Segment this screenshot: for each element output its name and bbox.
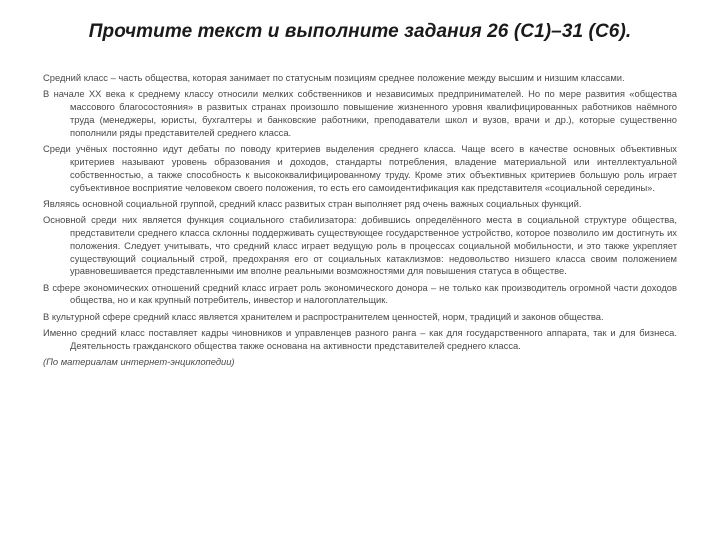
paragraph-stabilizer: Основной среди них является функция социального стабилизатора: добившись определённого места в социальной структуре общества, представители среднего класса склонны поддерживать существующее государственное устройство, которое позволило им достигнуть их положения. Следует учитывать, что средний класс играет ведущую роль в процессах социальной мобильности, и это также укрепляет существующий социальный строй, предохраняя его от социальных катаклизмов: недовольство низшего класса своим положением уравновешивается представленными им вполне реальными возможностями для повышения статуса в обществе.: [43, 213, 677, 277]
paragraph-history: В начале XX века к среднему классу относили мелких собственников и независимых предпринимателей. Но по мере развития «общества массового благосостояния» в развитых странах произошло повышение жизненного уровня квалифицированных работников наёмного труда (менеджеры, юристы, бухгалтеры и банковские работники, преподаватели школ и вузов, врачи и др.), которые существенно пополнили ряды представителей среднего класса.: [43, 88, 677, 138]
paragraph-definition: Средний класс – часть общества, которая занимает по статусным позициям среднее положение между высшим и низшим классами.: [43, 72, 625, 83]
page-title: Прочтите текст и выполните задания 26 (С1)–31 (С6).: [88, 21, 632, 42]
paragraph-criteria: Среди учёных постоянно идут дебаты по поводу критериев выделения среднего класса. Чаще всего в качестве основных объективных критериев называют уровень образования и доходов, стандарты потребления, владение материальной или интеллектуальной собственностью, а также способность к высококвалифицированному труду. Кроме этих объективных критериев большую роль играет субъективное восприятие человеком своего положения, то есть его самоидентификация как представителя «социальной середины».: [43, 142, 677, 193]
paragraph-cultural: В культурной сфере средний класс является хранителем и распространителем ценностей, норм, традиций и законов общества.: [43, 310, 604, 322]
paragraph-functions-intro: Являясь основной социальной группой, средний класс развитых стран выполняет ряд очень важных социальных функций.: [43, 197, 582, 209]
paragraph-personnel: Именно средний класс поставляет кадры чиновников и управленцев разного ранга – как для государственного аппарата, так и для бизнеса. Деятельность гражданского общества также основана на активности представителей среднего класса.: [43, 326, 677, 351]
source-note: (По материалам интернет-энциклопедии): [43, 355, 235, 367]
paragraph-economic: В сфере экономических отношений средний класс играет роль экономического донора – не только как производитель огромной части доходов общества, но и как крупный потребитель, инвестор и налогоплательщик.: [43, 281, 677, 306]
text-body: [43, 72, 677, 372]
